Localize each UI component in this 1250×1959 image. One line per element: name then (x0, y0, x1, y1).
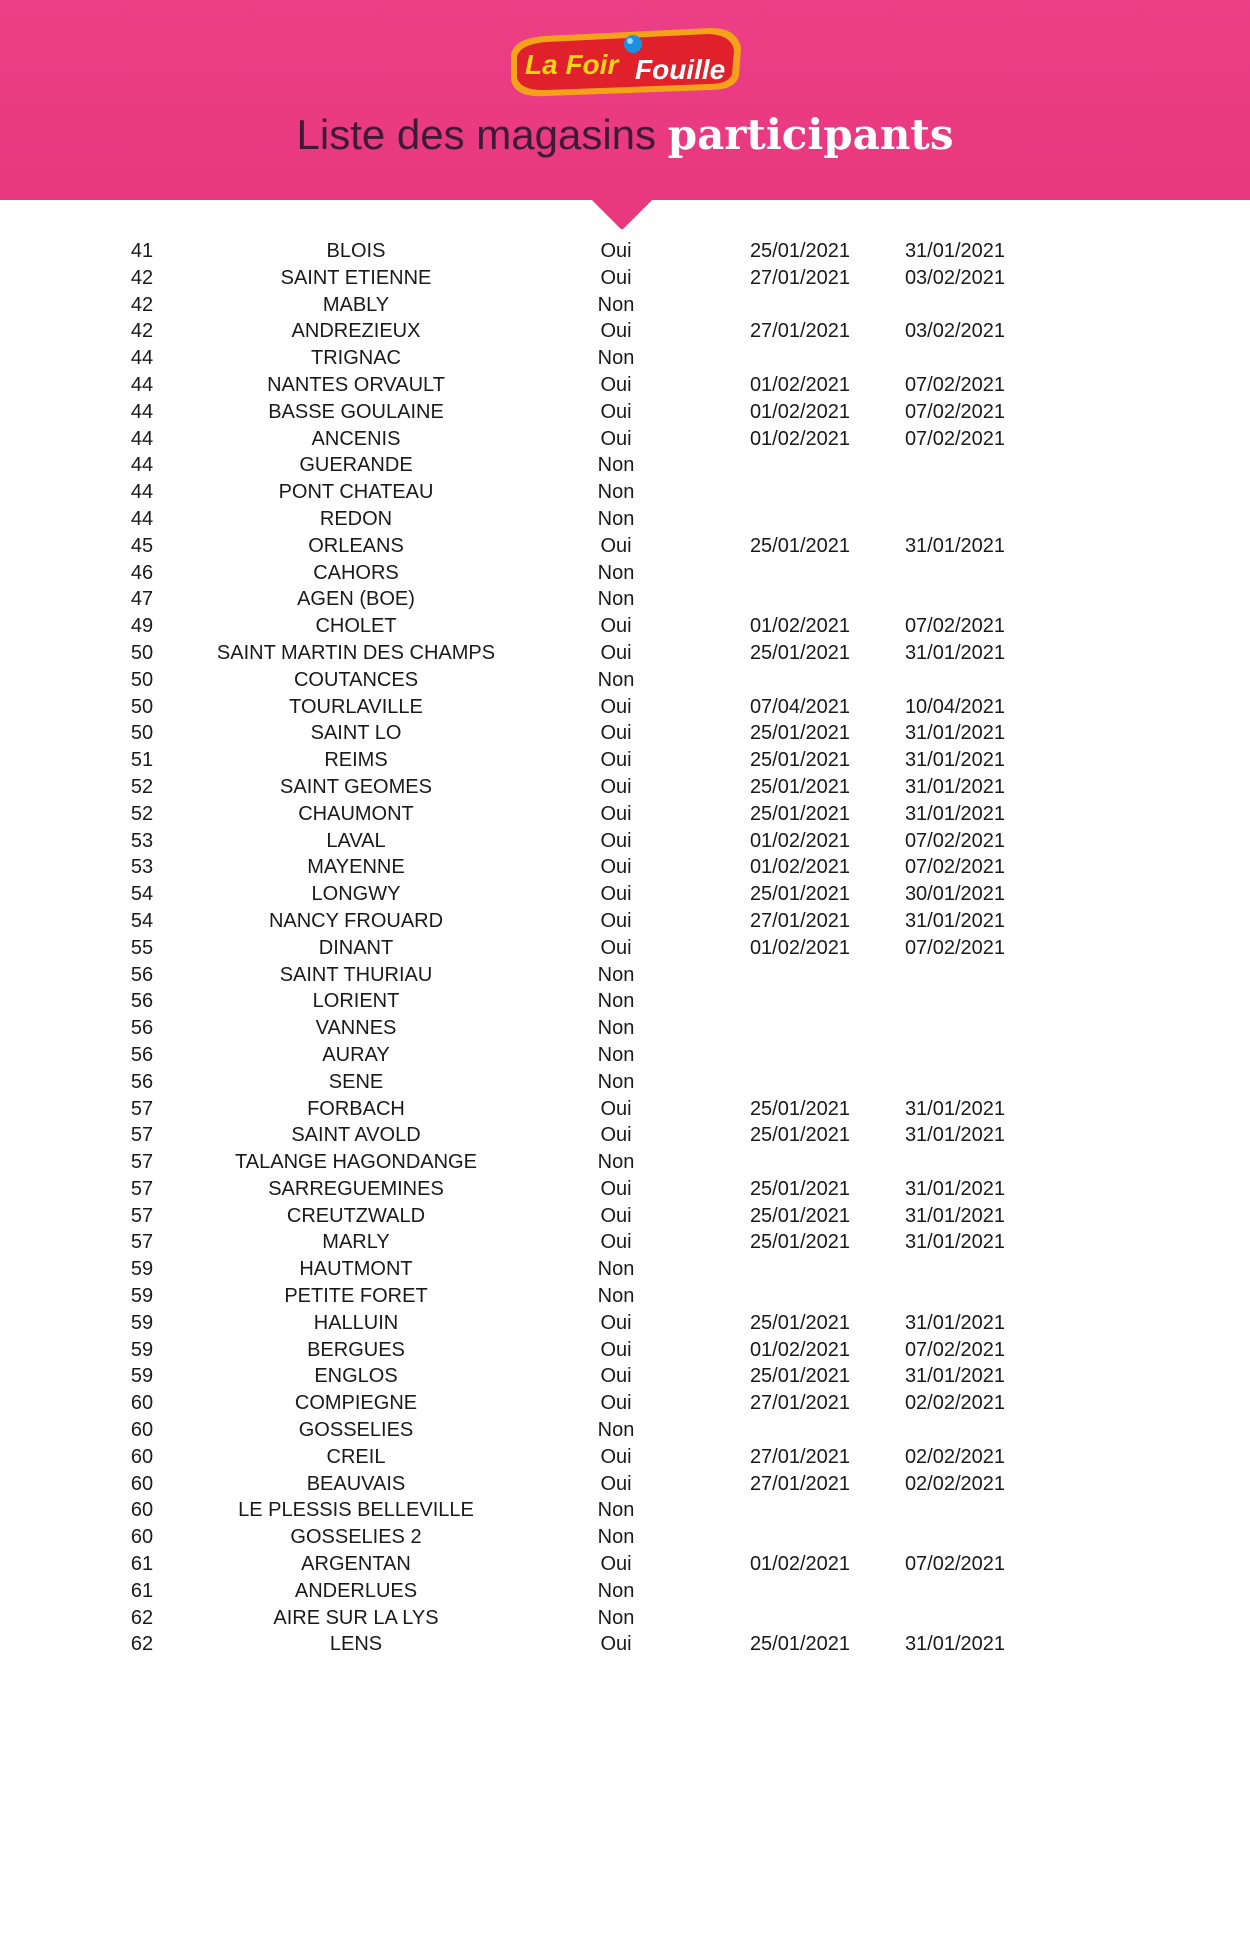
participation-status: Oui (600, 1472, 632, 1495)
participation-status: Oui (600, 1365, 632, 1388)
end-date: 31/01/2021 (904, 722, 1006, 745)
department-number: 44 (130, 373, 154, 396)
title-part-2: participants (667, 110, 954, 159)
start-date: 27/01/2021 (749, 266, 851, 289)
store-city: ANDERLUES (294, 1579, 418, 1602)
store-city: CHAUMONT (298, 802, 414, 825)
participation-status: Oui (600, 427, 632, 450)
end-date: 07/02/2021 (904, 829, 1006, 852)
store-city: NANTES ORVAULT (267, 373, 445, 396)
store-row (0, 318, 1250, 345)
end-date: 03/02/2021 (904, 320, 1006, 343)
department-number: 52 (130, 775, 154, 798)
store-city: AIRE SUR LA LYS (273, 1606, 439, 1629)
store-city: PONT CHATEAU (278, 481, 434, 504)
end-date: 07/02/2021 (904, 615, 1006, 638)
store-row (0, 747, 1250, 774)
store-row (0, 854, 1250, 881)
participation-status: Non (597, 293, 635, 316)
store-row (0, 426, 1250, 453)
store-row (0, 560, 1250, 587)
store-city: GUERANDE (299, 454, 413, 477)
store-city: SAINT GEOMES (280, 775, 432, 798)
end-date: 31/01/2021 (904, 1124, 1006, 1147)
store-city: HALLUIN (313, 1311, 399, 1334)
department-number: 42 (130, 266, 154, 289)
store-city: ARGENTAN (301, 1553, 411, 1576)
department-number: 62 (130, 1606, 154, 1629)
end-date: 31/01/2021 (904, 909, 1006, 932)
department-number: 57 (130, 1097, 154, 1120)
participation-status: Oui (600, 1311, 632, 1334)
participation-status: Non (597, 507, 635, 530)
department-number: 50 (130, 722, 154, 745)
store-row (0, 1578, 1250, 1605)
participation-status: Non (597, 561, 635, 584)
participation-status: Non (597, 1285, 635, 1308)
store-row (0, 613, 1250, 640)
store-row (0, 1176, 1250, 1203)
participation-status: Oui (600, 1124, 632, 1147)
department-number: 44 (130, 507, 154, 530)
department-number: 57 (130, 1151, 154, 1174)
participation-status: Non (597, 668, 635, 691)
store-list (0, 238, 1250, 1658)
store-row (0, 399, 1250, 426)
department-number: 56 (130, 1070, 154, 1093)
participation-status: Non (597, 588, 635, 611)
start-date: 27/01/2021 (749, 1392, 851, 1415)
store-row (0, 1605, 1250, 1632)
participation-status: Non (597, 1043, 635, 1066)
start-date: 25/01/2021 (749, 1124, 851, 1147)
participation-status: Oui (600, 936, 632, 959)
header-notch (592, 199, 652, 229)
store-city: TRIGNAC (311, 347, 401, 370)
page-title (0, 110, 1250, 159)
store-city: MAYENNE (307, 856, 405, 879)
store-row (0, 1096, 1250, 1123)
store-row (0, 1149, 1250, 1176)
start-date: 25/01/2021 (749, 240, 851, 262)
store-city: AGEN (BOE) (297, 588, 415, 611)
store-row (0, 1069, 1250, 1096)
store-row (0, 801, 1250, 828)
store-row (0, 828, 1250, 855)
store-city: SAINT AVOLD (291, 1124, 421, 1147)
store-row (0, 667, 1250, 694)
start-date: 25/01/2021 (749, 1177, 851, 1200)
department-number: 50 (130, 641, 154, 664)
store-city: CHOLET (315, 615, 397, 638)
department-number: 44 (130, 481, 154, 504)
store-row (0, 1283, 1250, 1310)
department-number: 57 (130, 1124, 154, 1147)
store-row (0, 1551, 1250, 1578)
participation-status: Oui (600, 534, 632, 557)
department-number: 62 (130, 1633, 154, 1656)
department-number: 60 (130, 1499, 154, 1522)
department-number: 44 (130, 427, 154, 450)
store-city: CREIL (326, 1445, 386, 1468)
participation-status: Oui (600, 266, 632, 289)
department-number: 59 (130, 1258, 154, 1281)
store-city: PETITE FORET (284, 1285, 428, 1308)
store-city: REDON (319, 507, 393, 530)
store-city: NANCY FROUARD (268, 909, 444, 932)
store-row (0, 345, 1250, 372)
store-row (0, 774, 1250, 801)
end-date: 07/02/2021 (904, 1338, 1006, 1361)
store-row (0, 988, 1250, 1015)
store-row (0, 962, 1250, 989)
store-row (0, 1203, 1250, 1230)
start-date: 25/01/2021 (749, 1097, 851, 1120)
participation-status: Oui (600, 373, 632, 396)
participation-status: Non (597, 1419, 635, 1442)
start-date: 25/01/2021 (749, 1204, 851, 1227)
department-number: 50 (130, 695, 154, 718)
participation-status: Non (597, 1526, 635, 1549)
start-date: 27/01/2021 (749, 1472, 851, 1495)
logo-word-2: Fouille (635, 54, 726, 85)
store-city: SAINT THURIAU (279, 963, 433, 986)
store-city: COMPIEGNE (294, 1392, 418, 1415)
store-city: VANNES (315, 1017, 397, 1040)
store-city: SAINT LO (310, 722, 402, 745)
end-date: 07/02/2021 (904, 1553, 1006, 1576)
department-number: 52 (130, 802, 154, 825)
start-date: 25/01/2021 (749, 722, 851, 745)
store-city: LE PLESSIS BELLEVILLE (238, 1499, 474, 1522)
participation-status: Oui (600, 1445, 632, 1468)
participation-status: Non (597, 1258, 635, 1281)
store-row (0, 452, 1250, 479)
store-city: REIMS (324, 749, 388, 772)
store-row (0, 1256, 1250, 1283)
participation-status: Non (597, 347, 635, 370)
store-row (0, 1471, 1250, 1498)
participation-status: Oui (600, 749, 632, 772)
department-number: 60 (130, 1419, 154, 1442)
department-number: 57 (130, 1231, 154, 1254)
store-row (0, 506, 1250, 533)
end-date: 10/04/2021 (904, 695, 1006, 718)
store-city: MARLY (322, 1231, 390, 1254)
logo-word-1: La Foir (525, 49, 619, 80)
participation-status: Oui (600, 1177, 632, 1200)
store-city: CREUTZWALD (286, 1204, 426, 1227)
store-city: LONGWY (311, 883, 401, 906)
store-city: SAINT ETIENNE (280, 266, 432, 289)
end-date: 07/02/2021 (904, 936, 1006, 959)
store-city: TOURLAVILLE (289, 695, 423, 718)
start-date: 25/01/2021 (749, 749, 851, 772)
department-number: 60 (130, 1392, 154, 1415)
department-number: 56 (130, 1043, 154, 1066)
participation-status: Oui (600, 802, 632, 825)
store-city: DINANT (318, 936, 394, 959)
end-date: 07/02/2021 (904, 427, 1006, 450)
participation-status: Oui (600, 240, 632, 262)
store-city: CAHORS (313, 561, 399, 584)
department-number: 56 (130, 963, 154, 986)
store-row (0, 935, 1250, 962)
store-city: ENGLOS (314, 1365, 398, 1388)
end-date: 31/01/2021 (904, 1177, 1006, 1200)
la-foir-fouille-logo (505, 24, 745, 100)
store-city: SENE (328, 1070, 384, 1093)
department-number: 44 (130, 400, 154, 423)
end-date: 07/02/2021 (904, 400, 1006, 423)
start-date: 25/01/2021 (749, 534, 851, 557)
store-row (0, 1390, 1250, 1417)
end-date: 30/01/2021 (904, 883, 1006, 906)
store-row (0, 1524, 1250, 1551)
store-row (0, 586, 1250, 613)
store-row (0, 1631, 1250, 1658)
end-date: 02/02/2021 (904, 1445, 1006, 1468)
store-row (0, 1042, 1250, 1069)
participation-status: Oui (600, 1097, 632, 1120)
end-date: 31/01/2021 (904, 802, 1006, 825)
participation-status: Non (597, 1606, 635, 1629)
start-date: 01/02/2021 (749, 856, 851, 879)
participation-status: Non (597, 990, 635, 1013)
department-number: 60 (130, 1472, 154, 1495)
start-date: 25/01/2021 (749, 641, 851, 664)
store-row (0, 265, 1250, 292)
participation-status: Non (597, 1017, 635, 1040)
end-date: 31/01/2021 (904, 775, 1006, 798)
department-number: 59 (130, 1338, 154, 1361)
store-row (0, 1363, 1250, 1390)
department-number: 41 (130, 240, 154, 262)
department-number: 42 (130, 293, 154, 316)
store-city: GOSSELIES 2 (290, 1526, 422, 1549)
participation-status: Oui (600, 400, 632, 423)
start-date: 07/04/2021 (749, 695, 851, 718)
start-date: 25/01/2021 (749, 775, 851, 798)
store-row (0, 694, 1250, 721)
store-row (0, 372, 1250, 399)
end-date: 07/02/2021 (904, 856, 1006, 879)
store-city: BEAUVAIS (306, 1472, 406, 1495)
participation-status: Non (597, 481, 635, 504)
store-row (0, 908, 1250, 935)
store-city: FORBACH (307, 1097, 405, 1120)
store-city: GOSSELIES (298, 1419, 414, 1442)
participation-status: Oui (600, 1231, 632, 1254)
store-row (0, 640, 1250, 667)
store-city: ORLEANS (308, 534, 404, 557)
store-row (0, 1229, 1250, 1256)
participation-status: Oui (600, 320, 632, 343)
department-number: 60 (130, 1445, 154, 1468)
department-number: 60 (130, 1526, 154, 1549)
start-date: 27/01/2021 (749, 320, 851, 343)
start-date: 01/02/2021 (749, 1553, 851, 1576)
participation-status: Oui (600, 1204, 632, 1227)
store-city: BASSE GOULAINE (268, 400, 444, 423)
participation-status: Oui (600, 909, 632, 932)
store-city: AURAY (322, 1043, 390, 1066)
department-number: 46 (130, 561, 154, 584)
store-row (0, 1444, 1250, 1471)
store-city: SAINT MARTIN DES CHAMPS (216, 641, 496, 664)
department-number: 56 (130, 990, 154, 1013)
store-city: LAVAL (326, 829, 386, 852)
store-row (0, 881, 1250, 908)
start-date: 27/01/2021 (749, 1445, 851, 1468)
end-date: 31/01/2021 (904, 534, 1006, 557)
participation-status: Non (597, 1499, 635, 1522)
start-date: 01/02/2021 (749, 615, 851, 638)
start-date: 01/02/2021 (749, 936, 851, 959)
start-date: 25/01/2021 (749, 1311, 851, 1334)
participation-status: Oui (600, 829, 632, 852)
start-date: 25/01/2021 (749, 883, 851, 906)
store-row (0, 479, 1250, 506)
start-date: 25/01/2021 (749, 1365, 851, 1388)
start-date: 01/02/2021 (749, 400, 851, 423)
store-row (0, 1337, 1250, 1364)
participation-status: Oui (600, 1338, 632, 1361)
end-date: 31/01/2021 (904, 1365, 1006, 1388)
store-city: TALANGE HAGONDANGE (235, 1151, 477, 1174)
end-date: 07/02/2021 (904, 373, 1006, 396)
department-number: 59 (130, 1285, 154, 1308)
department-number: 54 (130, 909, 154, 932)
store-city: HAUTMONT (299, 1258, 413, 1281)
department-number: 53 (130, 856, 154, 879)
store-row (0, 1015, 1250, 1042)
participation-status: Oui (600, 883, 632, 906)
department-number: 42 (130, 320, 154, 343)
department-number: 51 (130, 749, 154, 772)
department-number: 44 (130, 454, 154, 477)
start-date: 25/01/2021 (749, 1231, 851, 1254)
store-city: LORIENT (312, 990, 400, 1013)
store-row (0, 533, 1250, 560)
participation-status: Oui (600, 615, 632, 638)
department-number: 53 (130, 829, 154, 852)
store-city: MABLY (322, 293, 390, 316)
end-date: 31/01/2021 (904, 641, 1006, 664)
end-date: 03/02/2021 (904, 266, 1006, 289)
start-date: 01/02/2021 (749, 1338, 851, 1361)
end-date: 31/01/2021 (904, 1231, 1006, 1254)
department-number: 44 (130, 347, 154, 370)
end-date: 02/02/2021 (904, 1392, 1006, 1415)
participation-status: Oui (600, 1392, 632, 1415)
store-city: COUTANCES (293, 668, 419, 691)
header-banner (0, 0, 1250, 200)
end-date: 31/01/2021 (904, 1204, 1006, 1227)
participation-status: Oui (600, 641, 632, 664)
title-part-1: Liste des magasins (296, 111, 657, 158)
participation-status: Oui (600, 1633, 632, 1656)
store-city: SARREGUEMINES (268, 1177, 444, 1200)
department-number: 59 (130, 1311, 154, 1334)
start-date: 01/02/2021 (749, 427, 851, 450)
participation-status: Oui (600, 856, 632, 879)
department-number: 49 (130, 615, 154, 638)
start-date: 25/01/2021 (749, 802, 851, 825)
store-row (0, 1497, 1250, 1524)
start-date: 25/01/2021 (749, 1633, 851, 1656)
department-number: 59 (130, 1365, 154, 1388)
start-date: 27/01/2021 (749, 909, 851, 932)
end-date: 02/02/2021 (904, 1472, 1006, 1495)
store-row (0, 292, 1250, 319)
department-number: 57 (130, 1177, 154, 1200)
end-date: 31/01/2021 (904, 1311, 1006, 1334)
participation-status: Non (597, 1579, 635, 1602)
participation-status: Non (597, 454, 635, 477)
end-date: 31/01/2021 (904, 1633, 1006, 1656)
department-number: 57 (130, 1204, 154, 1227)
department-number: 61 (130, 1553, 154, 1576)
end-date: 31/01/2021 (904, 240, 1006, 262)
store-row (0, 1417, 1250, 1444)
participation-status: Non (597, 963, 635, 986)
store-row (0, 1122, 1250, 1149)
department-number: 54 (130, 883, 154, 906)
department-number: 45 (130, 534, 154, 557)
participation-status: Non (597, 1070, 635, 1093)
department-number: 56 (130, 1017, 154, 1040)
participation-status: Oui (600, 695, 632, 718)
start-date: 01/02/2021 (749, 829, 851, 852)
store-city: BERGUES (307, 1338, 405, 1361)
store-row (0, 1310, 1250, 1337)
store-city: ANDREZIEUX (291, 320, 421, 343)
store-city: LENS (329, 1633, 383, 1656)
participation-status: Oui (600, 1553, 632, 1576)
department-number: 47 (130, 588, 154, 611)
participation-status: Oui (600, 722, 632, 745)
store-row (0, 720, 1250, 747)
start-date: 01/02/2021 (749, 373, 851, 396)
participation-status: Non (597, 1151, 635, 1174)
participation-status: Oui (600, 775, 632, 798)
end-date: 31/01/2021 (904, 749, 1006, 772)
store-city: BLOIS (326, 240, 386, 262)
store-row (0, 238, 1250, 265)
department-number: 61 (130, 1579, 154, 1602)
store-city: ANCENIS (311, 427, 401, 450)
end-date: 31/01/2021 (904, 1097, 1006, 1120)
department-number: 55 (130, 936, 154, 959)
department-number: 50 (130, 668, 154, 691)
